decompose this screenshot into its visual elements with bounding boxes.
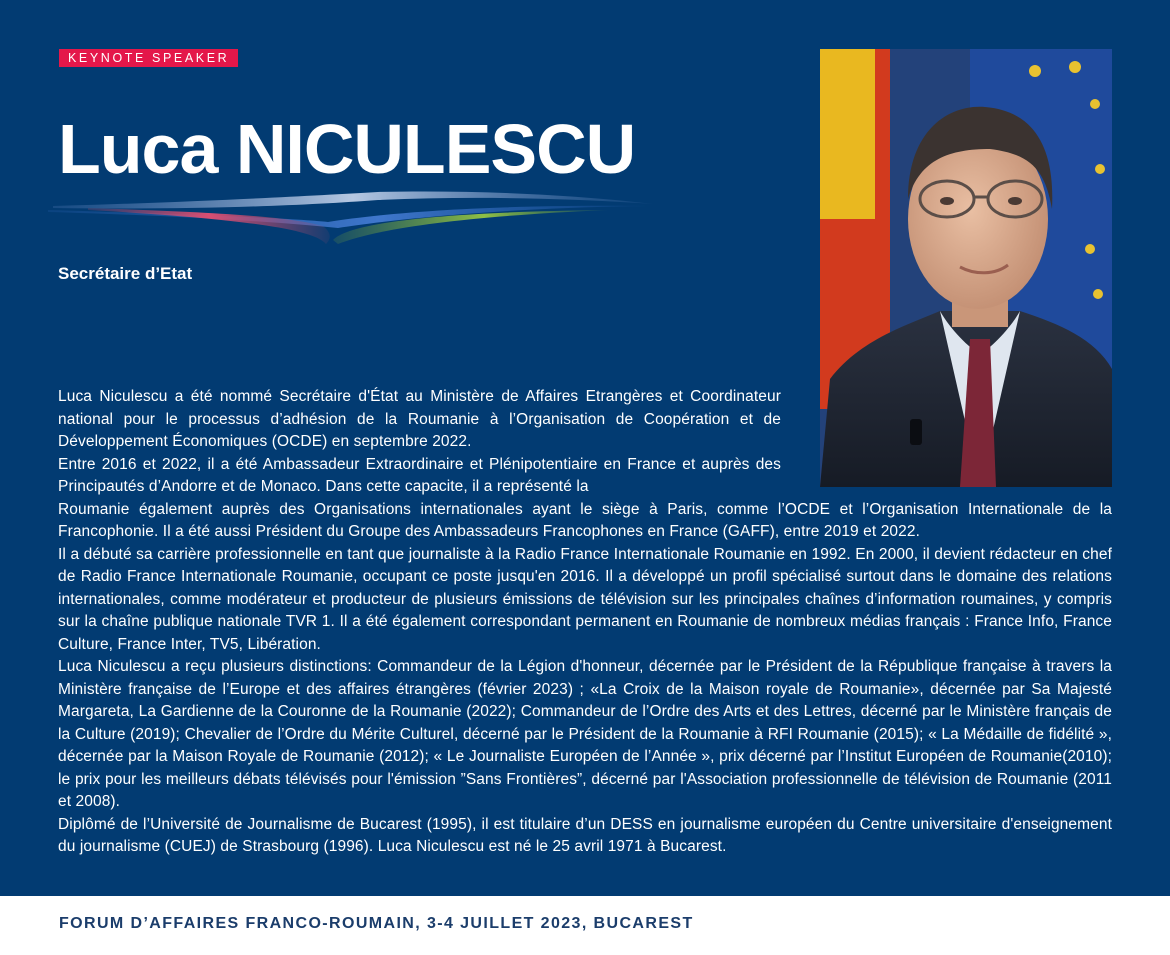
speaker-biography (58, 386, 1112, 859)
event-footer: FORUM D’AFFAIRES FRANCO-ROUMAIN, 3-4 JUILLET 2023, BUCAREST (59, 915, 694, 932)
bio-paragraph: Luca Niculescu a reçu plusieurs distinctions: Commandeur de la Légion d'honneur, décernée par le Président de la République française à travers la Ministère française de l’Europe et des affaires étrangères (février 2023) ; «La Croix de la Maison royale de Roumanie», décernée par Sa Majesté Margareta, La Gardienne de la Couronne de la Roumanie (2022); Commandeur de l’Ordre des Arts et des Lettres, décerné par le Ministère français de la Culture (2019); Chevalier de l’Ordre du Mérite Culturel, décerné par le Président de la Roumanie à RFI Roumanie (2015); « La Médaille de fidélité », décernée par la Maison Royale de Roumanie (2012); « Le Journaliste Européen de l’Année », prix décerné par l’Institut Européen de Roumanie(2010); le prix pour les meilleurs débats télévisés pour l'émission ”Sans Frontières”, décerné par l'Association professionnelle de télévision de Roumanie (2011 et 2008). (58, 658, 1112, 810)
tricolor-swoosh-decoration (48, 178, 658, 248)
bio-paragraph: Entre 2016 et 2022, il a été Ambassadeur Extraordinaire et Plénipotentiaire en France et auprès des Principautés d’Andorre et de Monaco. Dans cette capacite, il a représenté la (58, 455, 781, 495)
speaker-role: Secrétaire d’Etat (58, 264, 193, 283)
bio-paragraph: Il a débuté sa carrière professionnelle en tant que journaliste à la Radio France Internationale Roumanie en 1992. En 2000, il devient rédacteur en chef de Radio France Internationale Roumanie, occupant ce poste jusqu'en 2016. Il a développé un profil spécialisé surtout dans le domaine des relations internationales, comme modérateur et producteur de plusieurs émissions de télévision sur les principales chaînes d’information roumaines, y compris sur la chaîne publique nationale TVR 1. Il a été également correspondant permanent en Roumanie de nombreux médias français : France Info, France Culture, France Inter, TV5, Libération. (58, 545, 1112, 653)
bio-paragraph: Diplômé de l’Université de Journalisme de Bucarest (1995), il est titulaire d’un DESS en journalisme européen du Centre universitaire d'enseignement du journalisme (CUEJ) de Strasbourg (1996). Luca Niculescu est né le 25 avril 1971 à Bucarest. (58, 815, 1112, 855)
keynote-badge: KEYNOTE SPEAKER (59, 49, 238, 67)
bio-paragraph: Roumanie également auprès des Organisations internationales ayant le siège à Paris, comme l’OCDE et l’Organisation Internationale de la Francophonie. Il a été aussi Président du Groupe des Ambassadeurs Francophones en France (GAFF), entre 2019 et 2022. (58, 500, 1112, 540)
speaker-name: Luca NICULESCU (58, 110, 636, 188)
bio-paragraph: Luca Niculescu a été nommé Secrétaire d'État au Ministère de Affaires Etrangères et Coordinateur national pour le processus d’adhésion de la Roumanie à l’Organisation de Coopération et de Développement Économiques (OCDE) en septembre 2022. (58, 388, 781, 450)
